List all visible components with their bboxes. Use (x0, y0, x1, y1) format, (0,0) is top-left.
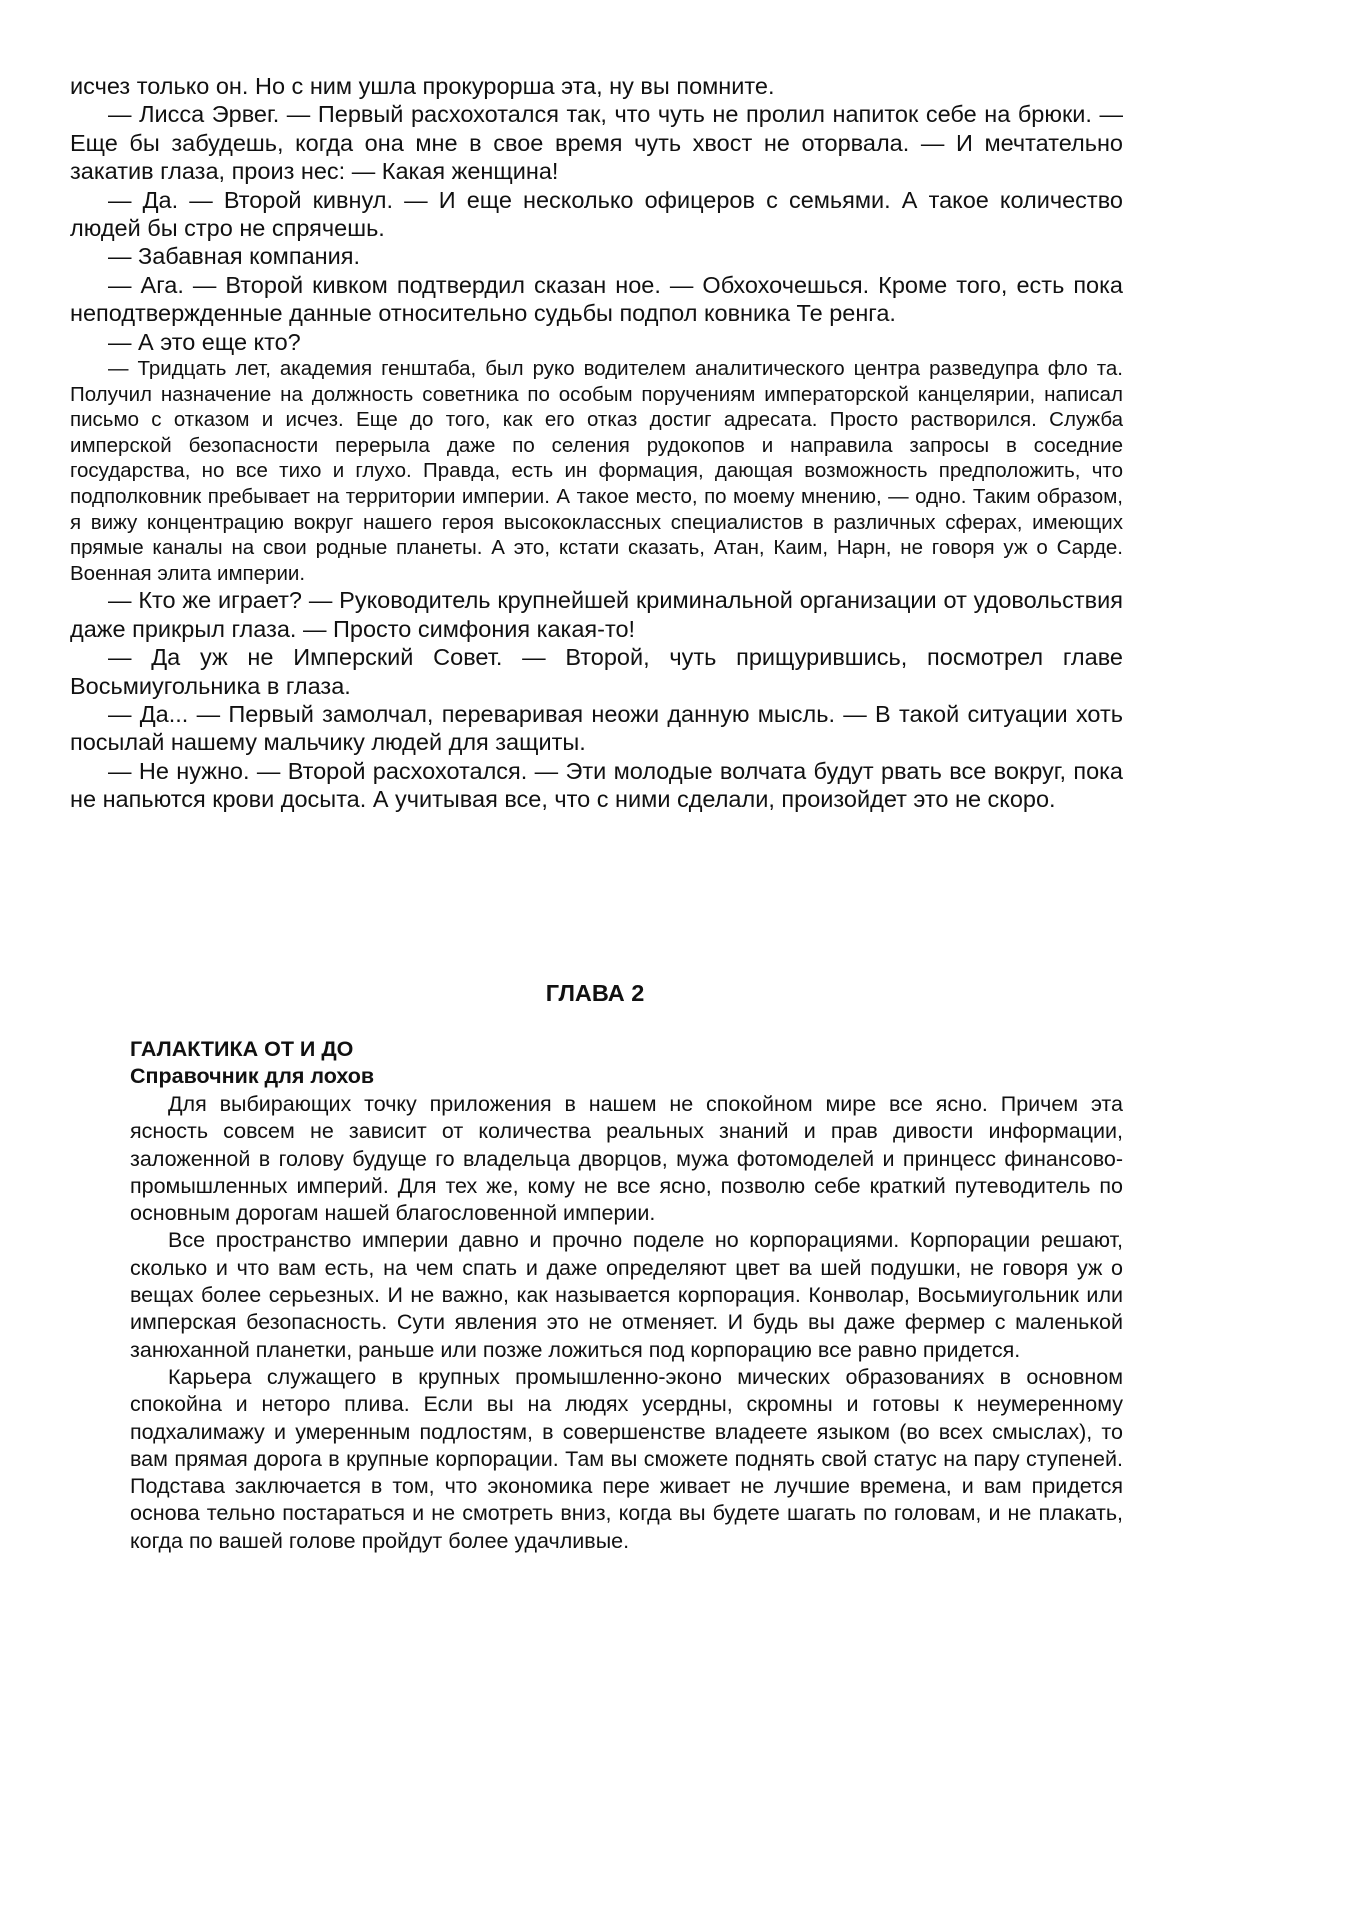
paragraph: исчез только он. Но с ним ушла прокурорша эта, ну вы помните. (70, 73, 775, 99)
dialogue-section (70, 72, 1123, 814)
paragraph: — Да уж не Имперский Совет. — Второй, чуть прищурившись, посмотрел главе Восьмиугольника в глаза. (70, 644, 1123, 699)
paragraph: — Тридцать лет, академия генштаба, был руко водителем аналитического центра разведупра фло та. Получил назначение на должность советника по особым поручениям императорской канцелярии, написал письмо с отказом и исчез. Еще до того, как его отказ достиг адресата. Просто растворился. Служба имперской безопасности перерыла даже по селения рудокопов и направила запросы в соседние государства, но все тихо и глухо. Правда, есть ин формация, дающая возможность предположить, что подполковник пребывает на территории империи. А такое место, по моему мнению, — одно. Таким образом, я вижу концентрацию вокруг нашего героя высококлассных специалистов в различных сферах, имеющих прямые каналы на свои родные планеты. А это, кстати сказать, Атан, Каим, Нарн, не говоря уж о Сарде. Военная элита империи. (70, 357, 1123, 585)
chapter-title: ГАЛАКТИКА ОТ И ДО (130, 1037, 354, 1061)
paragraph: — Кто же играет? — Руководитель крупнейшей криминальной организации от удовольствия даже прикрыл глаза. — Просто симфония какая-то! (70, 587, 1123, 642)
paragraph: Для выбирающих точку приложения в нашем не спокойном мире все ясно. Причем эта ясность совсем не зависит от количества реальных знаний и прав дивости информации, заложенной в голову будуще го владельца дворцов, мужа фотомоделей и принцесс финансово-промышленных империй. Для тех же, кому не все ясно, позволю себе краткий путеводитель по основным дорогам нашей благословенной империи. (130, 1092, 1123, 1226)
paragraph: — Забавная компания. (108, 243, 360, 270)
paragraph: — А это еще кто? (108, 328, 301, 355)
paragraph: Все пространство империи давно и прочно поделе но корпорациями. Корпорации решают, сколько и что вам есть, на чем спать и даже определяют цвет ва шей подушки, не говоря уж о вещах более серьезных. И не важно, как называется корпорация. Конволар, Восьмиугольник или имперская безопасность. Сути явления это не отменяет. И будь вы даже фермер с маленькой занюханной планетки, раньше или позже ложиться под корпорацию все равно придется. (130, 1228, 1123, 1362)
paragraph: — Не нужно. — Второй расхохотался. — Эти молодые волчата будут рвать все вокруг, пока не напьются крови досыта. А учитывая все, что с ними сделали, произойдет это не скоро. (70, 757, 1123, 813)
paragraph: — Да. — Второй кивнул. — И еще несколько офицеров с семьями. А такое количество людей бы стро не спрячешь. (70, 186, 1123, 242)
paragraph: — Ага. — Второй кивком подтвердил сказан ное. — Обхохочешься. Кроме того, есть пока неподтвержденные данные относительно судьбы подпол ковника Те ренга. (70, 271, 1123, 327)
chapter-subtitle: Справочник для лохов (130, 1064, 375, 1088)
chapter-heading: ГЛАВА 2 (545, 980, 645, 1006)
chapter-section (130, 1036, 1123, 1555)
paragraph: — Лисса Эрвег. — Первый расхохотался так, что чуть не пролил напиток себе на брюки. — Еще бы забудешь, когда она мне в свое время чуть хвост не оторвала. — И мечтательно закатив глаза, произ нес: — Какая женщина! (70, 101, 1123, 185)
paragraph: Карьера служащего в крупных промышленно-эконо мических образованиях в основном спокойна и нетoро пливa. Если вы на людях усердны, скромны и готовы к неумеренному подхалимажу и умеренным подлостям, в совершенстве владеете языком (во всех смыслах), то вам прямая дорога в крупные корпорации. Там вы сможете поднять свой статус на пару ступеней. Подстава заключается в том, что экономика пере живает не лучшие времена, и вам придется основа тельно постараться и не смотреть вниз, когда вы будете шагать по головам, и не плакать, когда по вашей голове пройдут более удачливые. (130, 1364, 1123, 1553)
paragraph: — Да... — Первый замолчал, переваривая неожи данную мысль. — В такой ситуации хоть посылай нашему мальчику людей для защиты. (70, 701, 1123, 756)
